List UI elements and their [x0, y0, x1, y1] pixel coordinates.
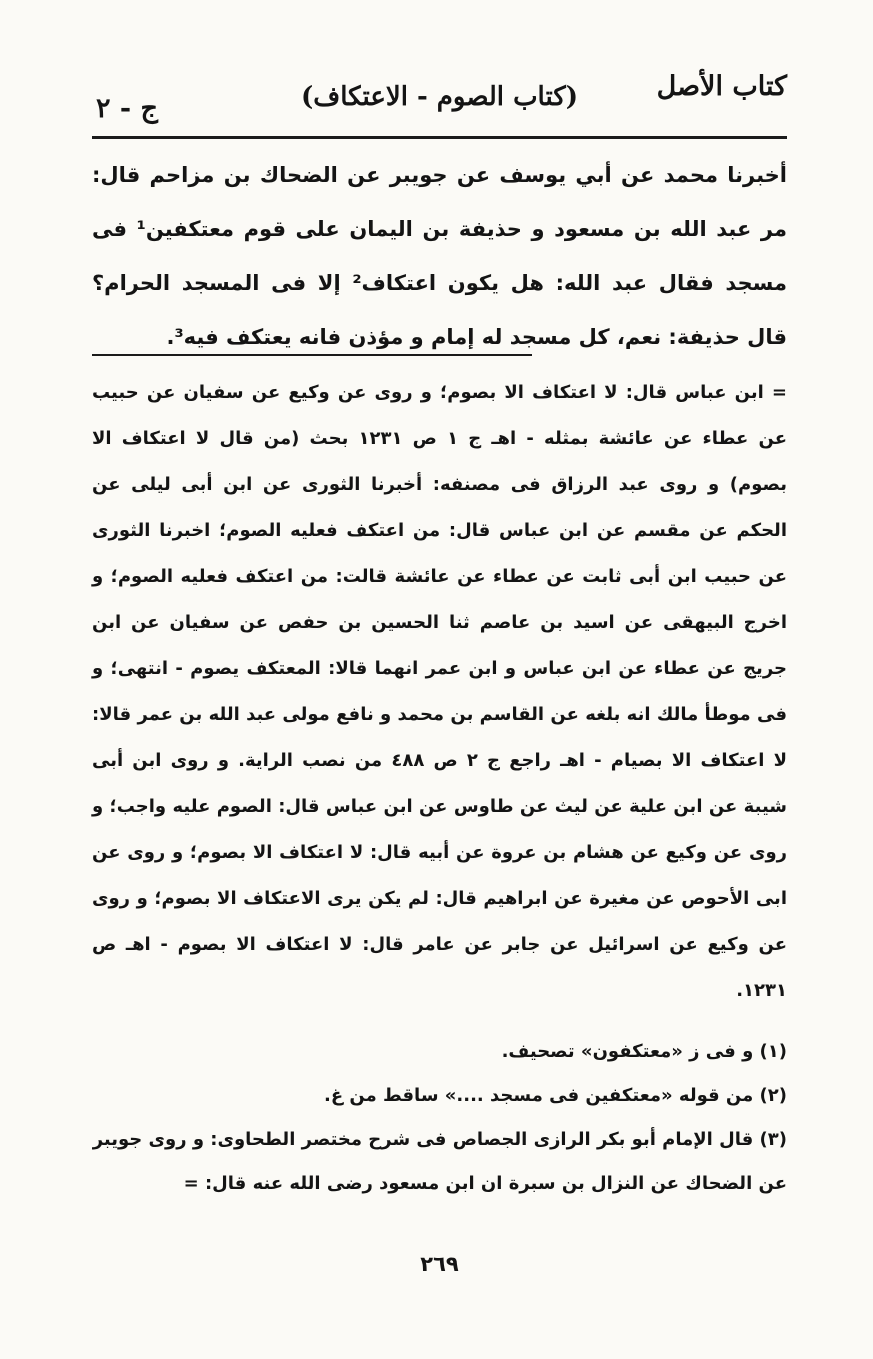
- chapter-title: (كتاب الصوم - الاعتكاف): [300, 82, 579, 112]
- footnote-2: (٢) من قوله «معتكفين فى مسجد ....» ساقط من غ.: [323, 1085, 787, 1106]
- book-page: [92, 48, 787, 1318]
- header-rule: [92, 136, 787, 139]
- commentary-paragraph: = ابن عباس قال: لا اعتكاف الا بصوم؛ و روى عن وكيع عن سفيان عن حبيب عن عطاء عن عائشة بمثله - اهـ ج ١ ص ١٢٣١ بحث (من قال لا اعتكاف الا بصوم) و روى عبد الرزاق فى مصنفه: أخبرنا الثورى عن ابن أبى ليلى عن الحكم عن مقسم عن ابن عباس قال: من اعتكف فعليه الصوم؛ اخبرنا الثورى عن حبيب ابن أبى ثابت عن عطاء عن عائشة قالت: من اعتكف فعليه الصوم؛ و اخرج البيهقى عن اسيد بن عاصم ثنا الحسين بن حفص عن سفيان عن ابن جريج عن عطاء عن ابن عباس و ابن عمر انهما قالا: المعتكف يصوم - انتهى؛ و فى موطأ مالك انه بلغه عن القاسم بن محمد و نافع مولى عبد الله بن عمر قالا: لا اعتكاف الا بصيام - اهـ راجع ج ٢ ص ٤٨٨ من نصب الراية. و روى ابن أبى شيبة عن ابن علية عن ليث عن طاوس عن ابن عباس قال: الصوم عليه واجب؛ و روى عن وكيع عن هشام بن عروة عن أبيه قال: لا اعتكاف الا بصوم؛ و روى عن ابى الأحوص عن مغيرة عن ابراهيم قال: لم يكن يرى الاعتكاف الا بصوم؛ و روى عن وكيع عن اسرائيل عن جابر عن عامر قال: لا اعتكاف الا بصوم - اهـ ص ١٢٣١.: [92, 382, 788, 1001]
- page-number: ٢٦٩: [420, 1252, 459, 1276]
- book-title: كتاب الأصل: [656, 71, 787, 102]
- commentary-text: [92, 370, 787, 1014]
- footnotes: [92, 1030, 787, 1206]
- footnote-1: (١) و فى ز «معتكفون» تصحيف.: [501, 1041, 787, 1062]
- volume-label: ج - ٢: [96, 93, 158, 124]
- footnote-3: (٣) قال الإمام أبو بكر الرازى الجصاص فى شرح مختصر الطحاوى: و روى جويبر عن الضحاك عن النزال بن سبرة ان ابن مسعود رضى الله عنه قال: =: [92, 1129, 787, 1194]
- notes-separator: [92, 354, 532, 356]
- main-text: أخبرنا محمد عن أبي يوسف عن جويبر عن الضحاك بن مزاحم قال: مر عبد الله بن مسعود و حذيفة بن اليمان على قوم معتكفين¹ فى مسجد فقال عبد الله: هل يكون اعتكاف² إلا فى المسجد الحرام؟ قال حذيفة: نعم، كل مسجد له إمام و مؤذن فانه يعتكف فيه³.: [92, 163, 788, 349]
- page-header: [92, 48, 787, 124]
